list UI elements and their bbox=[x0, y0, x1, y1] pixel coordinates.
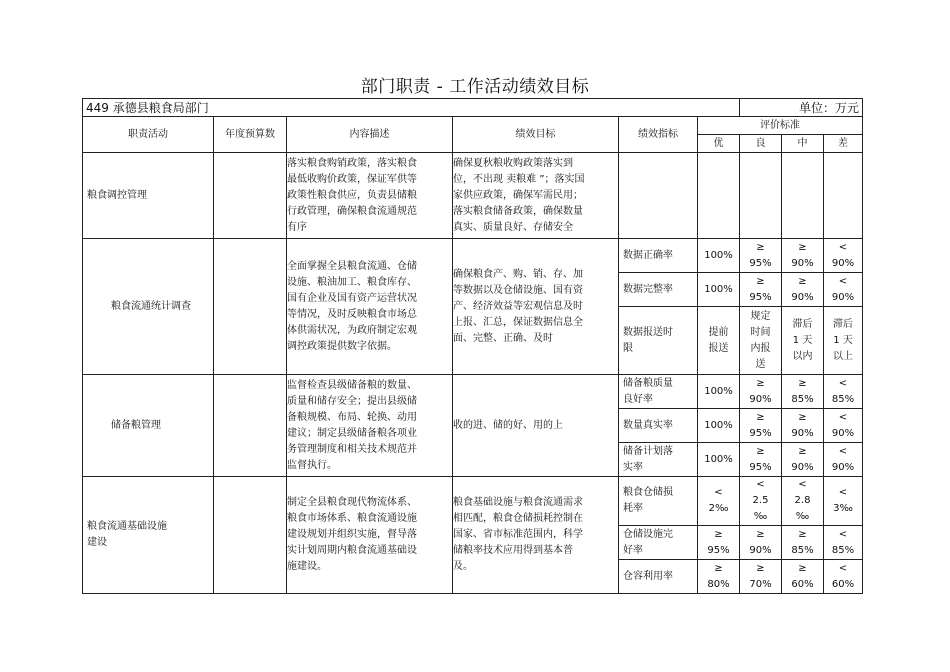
goal-cell bbox=[453, 239, 619, 375]
cell-line: 90% bbox=[791, 461, 814, 473]
cell-line: < bbox=[838, 487, 848, 498]
cell-line: 规定 bbox=[750, 310, 771, 322]
score-cha bbox=[824, 477, 863, 526]
cell-line: < bbox=[838, 275, 848, 287]
cell-line: 90% bbox=[831, 257, 855, 269]
cell-line: 95% bbox=[749, 257, 772, 269]
cell-line: 滞后 bbox=[833, 318, 853, 330]
cell-line: 90% bbox=[831, 427, 855, 439]
empty-cell bbox=[824, 153, 863, 239]
cell-line: ≥ bbox=[756, 562, 765, 574]
score-cha bbox=[824, 375, 863, 409]
table-row bbox=[83, 239, 863, 273]
indicator-name bbox=[619, 307, 698, 375]
score-zhong bbox=[782, 375, 824, 409]
score-you bbox=[698, 443, 740, 477]
cell-line: 行政管理，确保粮食流通规范 bbox=[287, 205, 417, 217]
cell-line: < bbox=[756, 479, 765, 490]
score-zhong bbox=[782, 526, 824, 560]
cell-line: 最低收购价政策，保证军供等 bbox=[287, 173, 417, 185]
table-row bbox=[83, 477, 863, 526]
activity-cell: 储备粮管理 bbox=[83, 375, 214, 477]
cell-line: 位，不出现 卖粮难 ”；落实国 bbox=[453, 173, 585, 185]
score-cha bbox=[824, 239, 863, 273]
cell-line: 100% bbox=[704, 453, 733, 465]
score-cha bbox=[824, 443, 863, 477]
cell-line: 100% bbox=[704, 385, 733, 397]
content-cell bbox=[287, 239, 453, 375]
score-liang bbox=[740, 273, 782, 307]
cell-line: ≥ bbox=[798, 528, 807, 540]
cell-line: < bbox=[714, 487, 723, 498]
score-liang bbox=[740, 477, 782, 526]
cell-line: 95% bbox=[707, 544, 730, 556]
header-zhong: 中 bbox=[782, 135, 824, 153]
cell-line: 国家、省市标准范围内，科学 bbox=[453, 529, 583, 540]
cell-line: 90% bbox=[749, 544, 772, 556]
score-liang bbox=[740, 375, 782, 409]
cell-line: 送 bbox=[755, 358, 766, 370]
cell-line: 调控政策提供数字依据。 bbox=[287, 340, 397, 352]
cell-line: 耗率 bbox=[623, 503, 643, 514]
score-cha bbox=[824, 409, 863, 443]
content-cell bbox=[287, 153, 453, 239]
performance-table bbox=[82, 98, 863, 594]
cell-line: 体供需状况，为政府制定宏观 bbox=[287, 324, 417, 336]
cell-line: 95% bbox=[749, 461, 772, 473]
indicator-name bbox=[619, 375, 698, 409]
cell-line: 面、完整、正确、及时 bbox=[453, 332, 553, 344]
goal-cell bbox=[453, 375, 619, 477]
cell-line: 储备粮质量 bbox=[623, 377, 673, 389]
header-content: 内容描述 bbox=[287, 117, 453, 153]
score-liang bbox=[740, 443, 782, 477]
cell-line: 85% bbox=[791, 544, 814, 556]
cell-line: 90% bbox=[791, 291, 814, 303]
cell-line: < bbox=[798, 479, 807, 490]
cell-line: 设施、粮油加工、粮食库存、 bbox=[287, 276, 417, 288]
score-you bbox=[698, 273, 740, 307]
cell-line: 90% bbox=[791, 257, 814, 269]
cell-line: 70% bbox=[749, 578, 772, 590]
budget-cell bbox=[214, 239, 287, 375]
cell-line: 85% bbox=[831, 544, 855, 556]
cell-line: 滞后 bbox=[792, 318, 813, 330]
cell-line: 2.8 bbox=[794, 495, 811, 506]
cell-line: 数量真实率 bbox=[623, 419, 673, 431]
header-row bbox=[83, 117, 863, 135]
table-row bbox=[83, 153, 863, 239]
header-activity: 职责活动 bbox=[83, 117, 214, 153]
score-liang bbox=[740, 307, 782, 375]
cell-line: < bbox=[838, 377, 848, 389]
cell-line: 实计划周期内粮食流通基础设 bbox=[287, 545, 417, 556]
cell-line: 良好率 bbox=[623, 393, 653, 405]
score-zhong bbox=[782, 443, 824, 477]
header-budget: 年度预算数 bbox=[214, 117, 287, 153]
cell-line: 落实粮食购销政策，落实粮食 bbox=[287, 157, 417, 169]
cell-line: 真实、质量良好、存储安全 bbox=[453, 221, 573, 233]
cell-line: 3‰ bbox=[833, 503, 853, 514]
cell-line: ≥ bbox=[714, 528, 723, 540]
cell-line: ≥ bbox=[798, 377, 807, 389]
cell-line: 粮食流通基础设施 bbox=[87, 521, 167, 532]
indicator-name bbox=[619, 443, 698, 477]
cell-line: ≥ bbox=[714, 562, 723, 574]
cell-line: < bbox=[838, 241, 848, 253]
header-liang: 良 bbox=[740, 135, 782, 153]
cell-line: < bbox=[838, 562, 848, 574]
cell-line: 确保粮食产、购、销、存、加 bbox=[453, 268, 583, 280]
indicator-name bbox=[619, 273, 698, 307]
score-zhong bbox=[782, 409, 824, 443]
empty-cell bbox=[619, 153, 698, 239]
score-you bbox=[698, 560, 740, 594]
score-you bbox=[698, 375, 740, 409]
cell-line: 上报、汇总，保证数据信息全 bbox=[453, 316, 583, 328]
indicator-name bbox=[619, 239, 698, 273]
cell-line: 仓储设施完 bbox=[623, 528, 673, 540]
goal-cell bbox=[453, 477, 619, 594]
cell-line: 监督检查县级储备粮的数量、 bbox=[287, 379, 417, 391]
activity-cell: 粮食流通统计调查 bbox=[83, 239, 214, 375]
cell-line: 备粮规模、布局、轮换、动用 bbox=[287, 411, 417, 423]
cell-line: 60% bbox=[831, 578, 855, 590]
cell-line: 建议；制定县级储备粮各项业 bbox=[287, 427, 417, 439]
cell-line: 储粮率技术应用得到基本普 bbox=[453, 545, 573, 556]
cell-line: ≥ bbox=[756, 411, 765, 423]
cell-line: 实率 bbox=[623, 461, 643, 473]
score-liang bbox=[740, 239, 782, 273]
cell-line: 建设规划并组织实施，督导落 bbox=[287, 529, 417, 540]
cell-line: 100% bbox=[704, 249, 733, 261]
indicator-name bbox=[619, 526, 698, 560]
cell-line: ‰ bbox=[795, 511, 810, 522]
cell-line: 相匹配，粮食仓储损耗控制在 bbox=[453, 513, 583, 524]
indicator-name bbox=[619, 477, 698, 526]
cell-line: 90% bbox=[791, 427, 814, 439]
cell-line: 好率 bbox=[623, 544, 643, 556]
cell-line: ≥ bbox=[756, 275, 765, 287]
cell-line: 85% bbox=[791, 393, 814, 405]
cell-line: 粮食市场体系、粮食流通设施 bbox=[287, 513, 417, 524]
score-zhong bbox=[782, 239, 824, 273]
cell-line: ≥ bbox=[798, 241, 807, 253]
cell-line: 全面掌握全县粮食流通、仓储 bbox=[287, 260, 417, 272]
cell-line: 建设 bbox=[87, 537, 107, 548]
cell-line: ≥ bbox=[798, 411, 807, 423]
cell-line: 及。 bbox=[453, 561, 473, 572]
score-zhong bbox=[782, 307, 824, 375]
table-row bbox=[83, 375, 863, 409]
cell-line: < bbox=[838, 411, 848, 423]
cell-line: 95% bbox=[749, 291, 772, 303]
cell-line: 国有企业及国有资产运营状况 bbox=[287, 292, 417, 304]
cell-line: 粮食基础设施与粮食流通需求 bbox=[453, 497, 583, 508]
content-cell bbox=[287, 477, 453, 594]
indicator-name bbox=[619, 560, 698, 594]
header-you: 优 bbox=[698, 135, 740, 153]
department-name: 449 承德县粮食局部门 bbox=[83, 99, 740, 117]
cell-line: ≥ bbox=[798, 445, 807, 457]
cell-line: 2.5 bbox=[752, 495, 769, 506]
cell-line: 收的进、储的好、用的上 bbox=[453, 419, 563, 431]
cell-line: 施建设。 bbox=[287, 561, 327, 572]
score-you bbox=[698, 477, 740, 526]
goal-cell bbox=[453, 153, 619, 239]
cell-line: 落实粮食储备政策，确保数量 bbox=[453, 205, 583, 217]
cell-line: 务管理制度和相关技术规范并 bbox=[287, 443, 417, 455]
unit-label: 单位：万元 bbox=[740, 99, 863, 117]
cell-line: 储备计划落 bbox=[623, 445, 673, 457]
cell-line: ‰ bbox=[753, 511, 768, 522]
score-you bbox=[698, 409, 740, 443]
content-cell bbox=[287, 375, 453, 477]
cell-line: 100% bbox=[704, 419, 733, 431]
score-cha bbox=[824, 526, 863, 560]
cell-line: 1 天 bbox=[833, 334, 853, 346]
cell-line: 质量和储存安全；提出县级储 bbox=[287, 395, 417, 407]
cell-line: 产、经济效益等宏观信息及时 bbox=[453, 300, 583, 312]
score-zhong bbox=[782, 477, 824, 526]
cell-line: 80% bbox=[707, 578, 730, 590]
cell-line: 数据报送时 bbox=[623, 326, 673, 338]
cell-line: 监督执行。 bbox=[287, 459, 337, 471]
budget-cell bbox=[214, 153, 287, 239]
cell-line: 仓容利用率 bbox=[623, 570, 673, 582]
cell-line: 1 天 bbox=[792, 334, 813, 346]
score-zhong bbox=[782, 273, 824, 307]
cell-line: 90% bbox=[831, 291, 855, 303]
budget-cell bbox=[214, 375, 287, 477]
cell-line: 数据完整率 bbox=[623, 283, 673, 295]
score-cha bbox=[824, 307, 863, 375]
empty-cell bbox=[782, 153, 824, 239]
cell-line: 以内 bbox=[792, 350, 813, 362]
cell-line: 家供应政策，确保军需民用； bbox=[453, 189, 583, 201]
cell-line: 数据正确率 bbox=[623, 249, 673, 261]
header-cha: 差 bbox=[824, 135, 863, 153]
score-you bbox=[698, 239, 740, 273]
header-goal: 绩效目标 bbox=[453, 117, 619, 153]
cell-line: ≥ bbox=[798, 275, 807, 287]
header-standard: 评价标准 bbox=[698, 117, 863, 135]
cell-line: 粮食仓储损 bbox=[623, 487, 673, 498]
cell-line: 限 bbox=[623, 342, 633, 354]
cell-line: 2‰ bbox=[708, 503, 729, 514]
cell-line: 时间 bbox=[750, 326, 771, 338]
cell-line: 等情况，及时反映粮食市场总 bbox=[287, 308, 417, 320]
cell-line: 内报 bbox=[750, 342, 771, 354]
score-liang bbox=[740, 409, 782, 443]
cell-line: ≥ bbox=[756, 241, 765, 253]
score-liang bbox=[740, 560, 782, 594]
cell-line: 提前 bbox=[708, 326, 729, 338]
cell-line: ≥ bbox=[756, 445, 765, 457]
cell-line: ≥ bbox=[756, 377, 765, 389]
cell-line: 85% bbox=[831, 393, 855, 405]
score-cha bbox=[824, 273, 863, 307]
cell-line: 100% bbox=[704, 283, 733, 295]
cell-line: ≥ bbox=[756, 528, 765, 540]
score-liang bbox=[740, 526, 782, 560]
cell-line: < bbox=[838, 445, 848, 457]
cell-line: 政策性粮食供应，负责县储粮 bbox=[287, 189, 417, 201]
indicator-name bbox=[619, 409, 698, 443]
score-you bbox=[698, 526, 740, 560]
score-zhong bbox=[782, 560, 824, 594]
cell-line: 确保夏秋粮收购政策落实到 bbox=[453, 157, 573, 169]
empty-cell bbox=[740, 153, 782, 239]
cell-line: 60% bbox=[791, 578, 814, 590]
budget-cell bbox=[214, 477, 287, 594]
header-indicator: 绩效指标 bbox=[619, 117, 698, 153]
cell-line: 有序 bbox=[287, 221, 307, 233]
cell-line: ≥ bbox=[798, 562, 807, 574]
page-title: 部门职责 - 工作活动绩效目标 bbox=[360, 77, 590, 97]
cell-line: 90% bbox=[749, 393, 772, 405]
cell-line: 等数据以及仓储设施、国有资 bbox=[453, 284, 583, 296]
cell-line: 制定全县粮食现代物流体系、 bbox=[287, 497, 417, 508]
dept-row bbox=[83, 99, 863, 117]
activity-cell: 粮食调控管理 bbox=[83, 153, 214, 239]
cell-line: 90% bbox=[831, 461, 855, 473]
score-you bbox=[698, 307, 740, 375]
cell-line: 95% bbox=[749, 427, 772, 439]
cell-line: 报送 bbox=[708, 342, 729, 354]
score-cha bbox=[824, 560, 863, 594]
activity-cell bbox=[83, 477, 214, 594]
cell-line: < bbox=[838, 528, 848, 540]
empty-cell bbox=[698, 153, 740, 239]
cell-line: 以上 bbox=[833, 350, 853, 362]
